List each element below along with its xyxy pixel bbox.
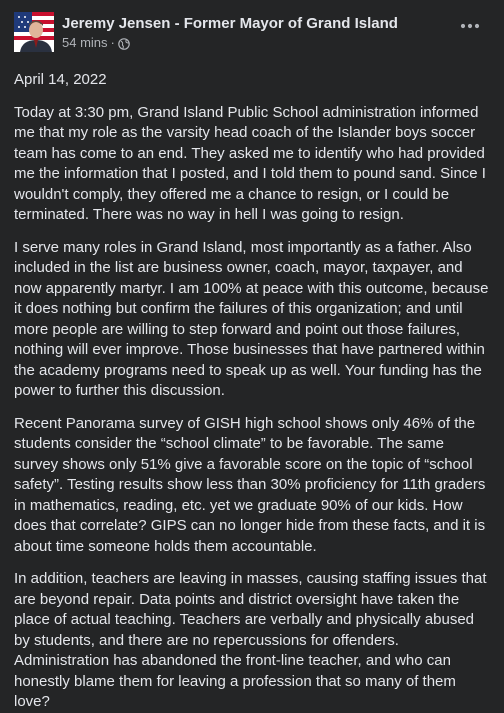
author-name[interactable]: Jeremy Jensen - Former Mayor of Grand Island (62, 15, 398, 32)
post-paragraph: Today at 3:30 pm, Grand Island Public School administration informed me that my role as the varsity head coach of the Islander boys soccer team has come to an end. They asked me to identify who had provided me the information that I posted, and I told them to pound sand. Since I wouldn't comply, they offered me a chance to resign, or I could be terminated. There was no way in hell I was going to resign. (14, 103, 486, 223)
post-body (14, 70, 490, 713)
more-options-icon[interactable] (458, 18, 482, 34)
post-subline (62, 34, 490, 51)
subline-separator: · (110, 35, 115, 50)
avatar-image (14, 12, 54, 52)
post-meta (62, 12, 490, 51)
post-paragraph: I serve many roles in Grand Island, most importantly as a father. Also included in the list are business owner, coach, mayor, taxpayer, and now apparently martyr. I am 100% at peace with this outcome, because it does nothing but confirm the failures of this organization; and until more people are willing to step forward and point out those failures, nothing will ever improve. Those businesses that have partnered within the academy programs need to speak up as well. Your funding has the power to further this discussion. (14, 238, 489, 399)
author-avatar[interactable] (14, 12, 54, 52)
post-timestamp[interactable]: 54 mins (62, 35, 108, 50)
post-header (14, 12, 490, 56)
post-paragraph: In addition, teachers are leaving in masses, causing staffing issues that are beyond repair. Data points and district oversight have taken the place of actual teaching. Teachers are verbally and physically abused by students, and there are no repercussions for offenders. Administration has abandoned the front-line teacher, and who can honestly blame them for leaving a profession that so many of them love? (14, 570, 487, 710)
post-date: April 14, 2022 (14, 71, 107, 88)
globe-icon (118, 37, 130, 49)
post-paragraph: Recent Panorama survey of GISH high school shows only 46% of the students consider the “school climate” to be favorable. The same survey shows only 51% give a favorable score on the topic of “school safety”. Testing results show less than 30% proficiency for 11th graders in mathematics, reading, etc. yet we graduate 90% of our kids. How does that correlate? GIPS can no longer hide from these facts, and it is about time someone holds them accountable. (14, 414, 486, 555)
